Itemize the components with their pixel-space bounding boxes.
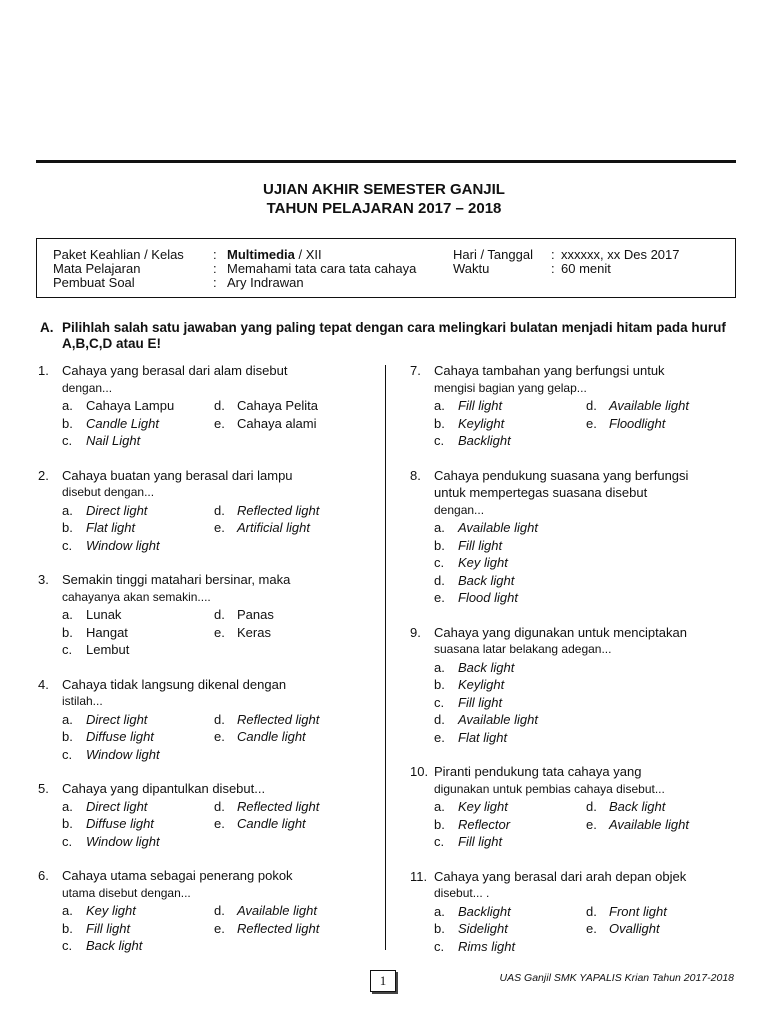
answer-options bbox=[38, 798, 378, 851]
question-line bbox=[38, 867, 378, 885]
question-line bbox=[410, 868, 750, 886]
option-letter: b. bbox=[434, 537, 445, 553]
option-text: Lembut bbox=[86, 642, 130, 657]
hari-value: xxxxxx, xx Des 2017 bbox=[561, 247, 680, 262]
option-text: Key light bbox=[86, 903, 136, 918]
header-rule bbox=[36, 160, 736, 163]
option-text: Cahaya alami bbox=[237, 415, 317, 431]
option-letter: d. bbox=[214, 798, 225, 814]
answer-option-row bbox=[410, 920, 750, 938]
option-text: Diffuse light bbox=[86, 816, 154, 831]
answer-option-row bbox=[38, 641, 378, 659]
option-letter: c. bbox=[434, 694, 445, 710]
option-letter: e. bbox=[586, 415, 597, 431]
answer-option-row bbox=[410, 554, 750, 572]
question-text: Cahaya utama sebagai penerang pokok bbox=[62, 868, 293, 883]
answer-option-row bbox=[410, 903, 750, 921]
question-item bbox=[410, 362, 750, 450]
question-continuation bbox=[410, 781, 750, 799]
column-divider bbox=[385, 365, 386, 950]
pembuat-value: Ary Indrawan bbox=[227, 275, 304, 290]
question-number: 11. bbox=[410, 868, 428, 884]
question-text: untuk mempertegas suasana disebut bbox=[434, 485, 648, 500]
waktu-label: Waktu bbox=[453, 261, 490, 276]
option-letter: c. bbox=[62, 433, 73, 448]
option-text: Flat light bbox=[86, 520, 136, 535]
question-number: 8. bbox=[410, 467, 421, 483]
option-text: Direct light bbox=[86, 502, 148, 518]
option-letter: d. bbox=[586, 799, 597, 814]
answer-option-row bbox=[410, 397, 750, 415]
option-letter: d. bbox=[214, 607, 225, 622]
option-letter: a. bbox=[62, 903, 73, 918]
answer-option-row bbox=[410, 729, 750, 747]
question-line bbox=[38, 780, 378, 798]
option-text: Window light bbox=[86, 537, 160, 553]
option-letter: a. bbox=[62, 711, 73, 727]
question-text: Cahaya yang digunakan untuk menciptakan bbox=[434, 624, 687, 640]
option-letter: a. bbox=[434, 520, 445, 535]
paket-value-rest: / XII bbox=[294, 247, 322, 262]
option-text: Fill light bbox=[458, 537, 503, 553]
questions-right-column bbox=[410, 362, 750, 955]
option-text: Sidelight bbox=[458, 921, 508, 936]
paket-value-bold: Multimedia bbox=[227, 247, 295, 262]
option-letter: d. bbox=[214, 398, 225, 413]
question-text-continued: cahayanya akan semakin.... bbox=[62, 589, 211, 604]
option-letter: a. bbox=[62, 502, 73, 518]
question-continuation bbox=[38, 484, 378, 502]
answer-option-row bbox=[410, 833, 750, 851]
question-text: Cahaya buatan yang berasal dari lampu bbox=[62, 467, 293, 483]
option-letter: a. bbox=[434, 659, 445, 675]
option-letter: d. bbox=[214, 903, 225, 918]
answer-option-row bbox=[38, 624, 378, 642]
question-text: Cahaya pendukung suasana yang berfungsi bbox=[434, 467, 689, 483]
answer-option-row bbox=[38, 415, 378, 433]
option-text: Ovallight bbox=[609, 921, 660, 936]
question-text-continued: disebut dengan... bbox=[62, 485, 155, 499]
option-text: Front light bbox=[609, 903, 667, 919]
question-text-continued: disebut... . bbox=[434, 886, 490, 900]
mapel-value: Memahami tata cara tata cahaya bbox=[227, 261, 417, 276]
question-text: Piranti pendukung tata cahaya yang bbox=[434, 764, 642, 779]
answer-option-row bbox=[38, 711, 378, 729]
option-text: Window light bbox=[86, 833, 160, 849]
option-text: Panas bbox=[237, 607, 274, 622]
question-text: Cahaya tambahan yang berfungsi untuk bbox=[434, 363, 665, 378]
option-text: Floodlight bbox=[609, 415, 666, 431]
option-text: Backlight bbox=[458, 903, 511, 919]
option-letter: b. bbox=[62, 520, 73, 535]
option-text: Diffuse light bbox=[86, 729, 154, 744]
answer-option-row bbox=[410, 432, 750, 450]
option-letter: c. bbox=[434, 938, 445, 954]
option-letter: a. bbox=[434, 799, 445, 814]
option-text: Available light bbox=[609, 816, 689, 832]
question-number: 3. bbox=[38, 572, 49, 587]
question-line bbox=[410, 624, 750, 642]
question-text: Cahaya tidak langsung dikenal dengan bbox=[62, 676, 287, 692]
question-number: 2. bbox=[38, 467, 49, 483]
question-line bbox=[38, 676, 378, 694]
question-continuation bbox=[410, 641, 750, 659]
question-text-continued: dengan... bbox=[62, 380, 113, 395]
option-text: Flat light bbox=[458, 729, 508, 745]
question-text-continued: suasana latar belakang adegan... bbox=[434, 642, 612, 656]
option-letter: e. bbox=[214, 520, 225, 535]
option-letter: d. bbox=[434, 712, 445, 727]
answer-options bbox=[38, 711, 378, 764]
pembuat-label: Pembuat Soal bbox=[53, 275, 135, 290]
option-text: Available light bbox=[609, 398, 689, 413]
paket-colon: : bbox=[213, 247, 217, 262]
answer-options bbox=[410, 397, 750, 450]
question-number: 7. bbox=[410, 363, 421, 378]
question-item bbox=[38, 676, 378, 764]
option-letter: a. bbox=[62, 398, 73, 413]
option-text: Candle light bbox=[237, 729, 306, 744]
option-text: Back light bbox=[458, 659, 515, 675]
option-text: Reflector bbox=[458, 816, 511, 832]
answer-options bbox=[38, 902, 378, 955]
question-number: 10. bbox=[410, 764, 429, 779]
option-letter: e. bbox=[586, 921, 597, 936]
answer-option-row bbox=[410, 572, 750, 590]
option-text: Back light bbox=[86, 938, 143, 953]
option-letter: e. bbox=[434, 590, 445, 605]
option-letter: c. bbox=[62, 938, 73, 953]
answer-option-row bbox=[38, 746, 378, 764]
option-letter: e. bbox=[214, 729, 225, 744]
answer-option-row bbox=[38, 519, 378, 537]
option-text: Candle light bbox=[237, 816, 306, 831]
answer-option-row bbox=[410, 938, 750, 956]
option-letter: d. bbox=[214, 502, 225, 518]
question-line bbox=[38, 362, 378, 380]
pembuat-colon: : bbox=[213, 275, 217, 290]
answer-option-row bbox=[410, 415, 750, 433]
answer-options bbox=[38, 606, 378, 659]
answer-option-row bbox=[38, 902, 378, 920]
waktu-colon: : bbox=[551, 261, 555, 276]
answer-options bbox=[38, 397, 378, 450]
question-continuation bbox=[410, 885, 750, 903]
answer-option-row bbox=[410, 798, 750, 816]
answer-option-row bbox=[410, 519, 750, 537]
option-text: Available light bbox=[458, 712, 538, 727]
question-text-continued: istilah... bbox=[62, 694, 103, 708]
answer-options bbox=[410, 798, 750, 851]
option-letter: e. bbox=[214, 816, 225, 831]
option-letter: d. bbox=[586, 903, 597, 919]
option-letter: b. bbox=[62, 729, 73, 744]
option-letter: d. bbox=[434, 572, 445, 588]
option-letter: e. bbox=[214, 920, 225, 936]
option-text: Keylight bbox=[458, 677, 505, 692]
option-letter: d. bbox=[214, 711, 225, 727]
option-letter: e. bbox=[214, 624, 225, 640]
question-item bbox=[38, 571, 378, 659]
option-text: Key light bbox=[458, 555, 508, 570]
answer-option-row bbox=[410, 711, 750, 729]
paket-value bbox=[227, 248, 322, 262]
question-line bbox=[410, 484, 750, 502]
question-item bbox=[410, 467, 750, 607]
waktu-value: 60 menit bbox=[561, 261, 611, 276]
option-letter: c. bbox=[62, 642, 73, 657]
option-text: Available light bbox=[458, 520, 538, 535]
question-number: 6. bbox=[38, 868, 49, 883]
option-text: Direct light bbox=[86, 798, 148, 814]
question-text: Cahaya yang berasal dari alam disebut bbox=[62, 363, 288, 378]
option-letter: a. bbox=[62, 798, 73, 814]
question-item bbox=[38, 362, 378, 450]
option-text: Reflected light bbox=[237, 798, 320, 814]
option-letter: b. bbox=[434, 921, 445, 936]
question-continuation bbox=[410, 502, 750, 520]
answer-option-row bbox=[38, 815, 378, 833]
question-line bbox=[38, 467, 378, 485]
question-number: 1. bbox=[38, 363, 49, 378]
exam-year: TAHUN PELAJARAN 2017 – 2018 bbox=[266, 200, 502, 217]
option-letter: a. bbox=[434, 398, 445, 413]
question-item bbox=[38, 780, 378, 850]
answer-option-row bbox=[38, 397, 378, 415]
question-line bbox=[38, 571, 378, 589]
option-text: Artificial light bbox=[237, 520, 310, 535]
option-letter: b. bbox=[434, 415, 445, 431]
option-text: Keylight bbox=[458, 415, 505, 431]
question-text: Cahaya yang berasal dari arah depan objek bbox=[434, 868, 687, 884]
answer-option-row bbox=[38, 833, 378, 851]
option-letter: e. bbox=[586, 816, 597, 832]
option-text: Lunak bbox=[86, 607, 122, 622]
question-line bbox=[410, 362, 750, 380]
option-letter: c. bbox=[62, 746, 73, 762]
answer-option-row bbox=[410, 816, 750, 834]
answer-option-row bbox=[38, 502, 378, 520]
answer-option-row bbox=[38, 798, 378, 816]
answer-option-row bbox=[38, 937, 378, 955]
option-text: Cahaya Lampu bbox=[86, 398, 175, 413]
answer-options bbox=[410, 519, 750, 607]
option-text: Available light bbox=[237, 903, 317, 918]
answer-option-row bbox=[410, 659, 750, 677]
answer-option-row bbox=[38, 920, 378, 938]
question-text-continued: dengan... bbox=[434, 502, 485, 517]
question-number: 5. bbox=[38, 781, 49, 796]
question-item bbox=[410, 624, 750, 747]
option-text: Back light bbox=[458, 572, 515, 588]
option-text: Direct light bbox=[86, 711, 148, 727]
option-text: Reflected light bbox=[237, 920, 320, 936]
option-text: Fill light bbox=[86, 920, 131, 936]
option-text: Key light bbox=[458, 799, 508, 814]
question-continuation bbox=[410, 380, 750, 398]
option-text: Cahaya Pelita bbox=[237, 398, 318, 413]
answer-option-row bbox=[410, 676, 750, 694]
option-letter: b. bbox=[434, 677, 445, 692]
answer-option-row bbox=[38, 537, 378, 555]
question-text-continued: utama disebut dengan... bbox=[62, 885, 191, 900]
question-item bbox=[38, 467, 378, 555]
option-text: Window light bbox=[86, 746, 160, 762]
question-line bbox=[410, 763, 750, 781]
option-letter: a. bbox=[62, 607, 73, 622]
option-letter: c. bbox=[434, 834, 445, 849]
question-continuation bbox=[38, 885, 378, 903]
question-number: 4. bbox=[38, 676, 49, 692]
option-letter: c. bbox=[62, 833, 73, 849]
question-text: Cahaya yang dipantulkan disebut... bbox=[62, 781, 266, 796]
option-letter: b. bbox=[62, 624, 73, 640]
section-text: Pilihlah salah satu jawaban yang paling tepat dengan cara melingkari bulatan menjadi hitam pada huruf A,B,C,D atau E! bbox=[62, 320, 726, 351]
question-text: Semakin tinggi matahari bersinar, maka bbox=[62, 572, 291, 587]
option-text: Back light bbox=[609, 799, 666, 814]
option-text: Keras bbox=[237, 624, 271, 640]
answer-options bbox=[410, 659, 750, 747]
option-text: Fill light bbox=[458, 694, 503, 710]
question-continuation bbox=[38, 693, 378, 711]
answer-option-row bbox=[410, 537, 750, 555]
mapel-label: Mata Pelajaran bbox=[53, 261, 141, 276]
option-letter: b. bbox=[62, 415, 73, 431]
answer-options bbox=[38, 502, 378, 555]
paket-label: Paket Keahlian / Kelas bbox=[53, 247, 184, 262]
question-text-continued: mengisi bagian yang gelap... bbox=[434, 380, 587, 395]
option-text: Fill light bbox=[458, 398, 503, 413]
questions-left-column bbox=[38, 362, 378, 955]
answer-option-row bbox=[410, 694, 750, 712]
question-line bbox=[410, 467, 750, 485]
option-text: Hangat bbox=[86, 624, 128, 640]
footer-caption: UAS Ganjil SMK YAPALIS Krian Tahun 2017-2018 bbox=[499, 972, 734, 984]
answer-option-row bbox=[410, 589, 750, 607]
answer-option-row bbox=[38, 728, 378, 746]
option-letter: e. bbox=[214, 415, 225, 431]
option-text: Backlight bbox=[458, 433, 511, 448]
option-text: Rims light bbox=[458, 938, 516, 954]
question-item bbox=[410, 763, 750, 851]
hari-label: Hari / Tanggal bbox=[453, 247, 533, 262]
option-text: Reflected light bbox=[237, 502, 320, 518]
option-letter: b. bbox=[62, 920, 73, 936]
option-text: Reflected light bbox=[237, 711, 320, 727]
option-letter: c. bbox=[434, 433, 445, 448]
mapel-colon: : bbox=[213, 261, 217, 276]
exam-title: UJIAN AKHIR SEMESTER GANJIL bbox=[263, 181, 505, 198]
section-letter: A. bbox=[40, 320, 54, 335]
option-text: Nail Light bbox=[86, 433, 141, 448]
question-continuation bbox=[38, 380, 378, 398]
option-letter: b. bbox=[62, 816, 73, 831]
answer-option-row bbox=[38, 432, 378, 450]
page-number-box: 1 bbox=[370, 970, 396, 992]
answer-options bbox=[410, 903, 750, 956]
question-item bbox=[410, 868, 750, 956]
option-letter: d. bbox=[586, 398, 597, 413]
option-letter: c. bbox=[62, 537, 73, 553]
option-text: Flood light bbox=[458, 590, 518, 605]
option-text: Candle Light bbox=[86, 415, 159, 431]
option-text: Fill light bbox=[458, 834, 503, 849]
option-letter: e. bbox=[434, 729, 445, 745]
answer-option-row bbox=[38, 606, 378, 624]
question-text-continued: digunakan untuk pembias cahaya disebut... bbox=[434, 781, 665, 796]
question-continuation bbox=[38, 589, 378, 607]
question-number: 9. bbox=[410, 624, 421, 640]
option-letter: a. bbox=[434, 903, 445, 919]
option-letter: c. bbox=[434, 555, 445, 570]
question-item bbox=[38, 867, 378, 955]
hari-colon: : bbox=[551, 247, 555, 262]
option-letter: b. bbox=[434, 816, 445, 832]
